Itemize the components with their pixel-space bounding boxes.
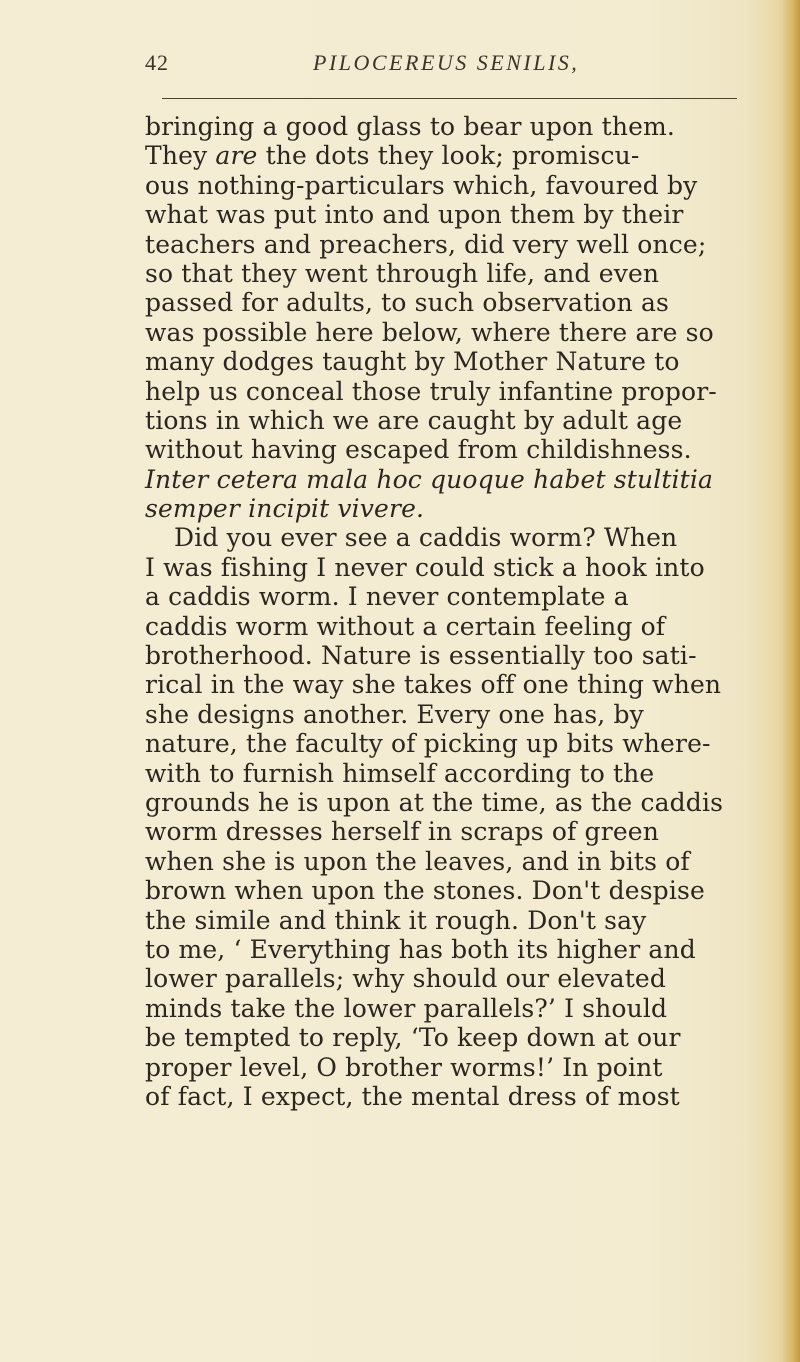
text-line (145, 259, 765, 288)
text-segment: ous nothing-particulars which, favoured by (145, 170, 698, 200)
text-segment: help us conceal those truly infantine propor- (145, 376, 717, 406)
text-line (145, 230, 765, 259)
text-line (145, 906, 765, 935)
text-segment: she designs another. Every one has, by (145, 699, 644, 729)
body-text (145, 112, 765, 1111)
text-line (145, 1082, 765, 1111)
text-line (145, 435, 765, 464)
text-segment: without having escaped from childishness. (145, 435, 692, 465)
text-segment: passed for adults, to such observation as (145, 288, 669, 318)
text-segment: what was put into and upon them by their (145, 200, 684, 230)
text-segment: rical in the way she takes off one thing when (145, 670, 722, 700)
text-line (145, 670, 765, 699)
page-edge-shadow (782, 0, 800, 1362)
text-segment: many dodges taught by Mother Nature to (145, 347, 680, 377)
text-segment: caddis worm without a certain feeling of (145, 611, 666, 641)
text-line (145, 377, 765, 406)
text-segment: proper level, O brother worms!’ In point (145, 1052, 663, 1082)
text-line (145, 641, 765, 670)
text-segment: of fact, I expect, the mental dress of most (145, 1081, 680, 1111)
text-line (145, 406, 765, 435)
text-line (145, 994, 765, 1023)
text-segment: tions in which we are caught by adult age (145, 405, 683, 435)
text-segment: a caddis worm. I never contemplate a (145, 582, 629, 612)
header-rule (162, 98, 737, 99)
text-segment: I was fishing I never could stick a hook into (145, 552, 705, 582)
text-segment: bringing a good glass to bear upon them. (145, 112, 675, 141)
text-segment: Did you ever see a caddis worm? When (174, 523, 678, 553)
page-number: 42 (145, 50, 169, 75)
text-line (145, 700, 765, 729)
text-segment: the dots they look; promiscu- (257, 141, 640, 171)
text-segment: grounds he is upon at the time, as the caddis (145, 787, 724, 817)
text-line (145, 318, 765, 347)
text-line (145, 788, 765, 817)
text-segment: worm dresses herself in scraps of green (145, 817, 659, 847)
text-segment: are (215, 141, 258, 171)
text-segment: when she is upon the leaves, and in bits of (145, 846, 690, 876)
running-title: PILOCEREUS SENILIS, (313, 50, 580, 75)
text-line (145, 847, 765, 876)
text-line (145, 612, 765, 641)
text-segment: be tempted to reply, ‘To keep down at our (145, 1023, 681, 1053)
text-line (145, 1053, 765, 1082)
text-line (145, 817, 765, 846)
text-segment: nature, the faculty of picking up bits where- (145, 729, 711, 759)
text-segment: the simile and think it rough. Don't say (145, 905, 647, 935)
text-line (145, 582, 765, 611)
text-segment: brotherhood. Nature is essentially too sati- (145, 641, 697, 671)
text-line (145, 465, 765, 494)
text-line (145, 523, 765, 552)
text-line (145, 964, 765, 993)
text-line (145, 553, 765, 582)
text-line (145, 935, 765, 964)
text-segment: semper incipit vivere. (145, 494, 425, 524)
text-line (145, 112, 765, 141)
text-line (145, 494, 765, 523)
text-line (145, 347, 765, 376)
text-line (145, 171, 765, 200)
text-segment: so that they went through life, and even (145, 258, 660, 288)
text-line (145, 141, 765, 170)
text-line (145, 759, 765, 788)
text-segment: was possible here below, where there are so (145, 317, 714, 347)
text-line (145, 729, 765, 758)
text-segment: teachers and preachers, did very well once; (145, 229, 707, 259)
text-line (145, 1023, 765, 1052)
text-segment: minds take the lower parallels?’ I should (145, 993, 668, 1023)
text-segment: They (145, 141, 216, 171)
text-segment: Inter cetera mala hoc quoque habet stultitia (145, 464, 714, 494)
text-segment: with to furnish himself according to the (145, 758, 655, 788)
text-segment: lower parallels; why should our elevated (145, 964, 666, 994)
text-segment: brown when upon the stones. Don't despise (145, 876, 705, 906)
running-header (145, 50, 745, 86)
text-segment: to me, ‘ Everything has both its higher and (145, 934, 696, 964)
text-line (145, 876, 765, 905)
text-line (145, 200, 765, 229)
text-line (145, 288, 765, 317)
